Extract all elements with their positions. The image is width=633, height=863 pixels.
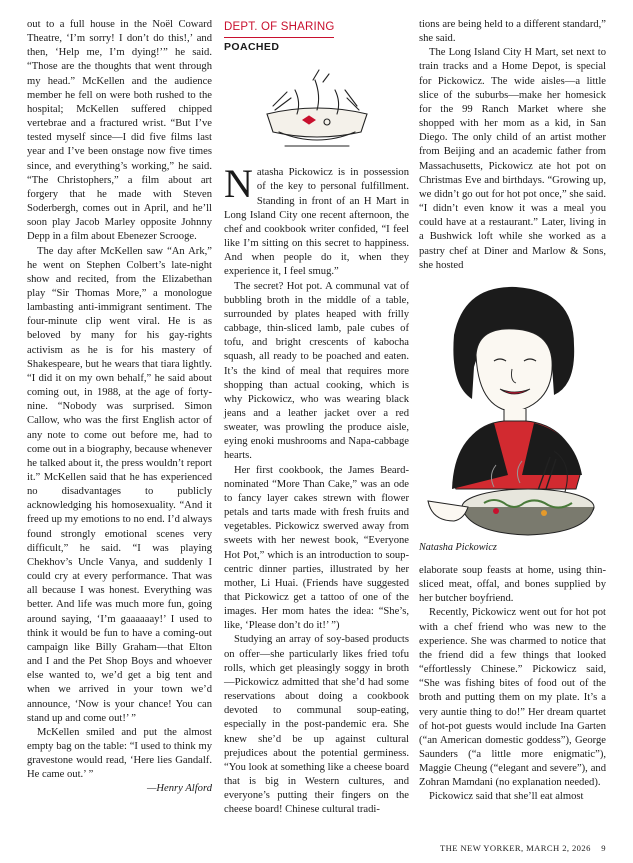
illustration-caption: Natasha Pickowicz [419,541,497,553]
portrait-illustration [424,275,602,537]
body-paragraph: elaborate soup feasts at home, using thin-sliced meat, offal, and bones supplied by her butcher boyfriend. [419,564,606,605]
body-paragraph: Recently, Pickowicz went out for hot pot with a chef friend who was new to the experience. She was charmed to notice that the friend did a few things that looked “effortlessly Chinese.” Pickowicz said, “She was fishing bites of food out of the broth and putting them on my plate. It’s a very auntie thing to do!” Her dream quartet of hot-pot guests would include Ina Garten (“an American domestic goddess”), George Saunders (“a little more enigmatic”), Maggie Cheung (“elegant and severe”), and Zohran Mamdani (no explanation needed). [419,607,606,789]
hot-pot-spot-illustration [257,62,377,158]
body-paragraph: Pickowicz said that she’ll eat almost [429,791,584,803]
author-signature: —Henry Alford [146,783,212,795]
lead-text: atasha Pickowicz is in possession of the key to personal fulfillment. Standing in front of an H Mart in Long Island City one recent afternoon, the chef and cookbook writer confided, “I feel like I’m sitting on this secret to happiness. And when people do it, when they experience it, I feel smug.” [224,167,409,278]
lead-paragraph [224,161,409,279]
body-paragraph: tions are being held to a different standard,” she said. [419,19,606,45]
page-footer [440,843,606,853]
body-paragraph: McKellen smiled and put the almost empty bag on the table: “I used to think my gravestone would read, ‘Here lies Gandalf. He came out.’ ” [27,726,212,781]
department-heading: DEPT. OF SHARING [224,21,335,33]
heading-rule [224,37,334,38]
body-paragraph: out to a full house in the Noël Coward Theatre, ‘I’m sorry! I don’t do this!,’ and then, ‘Help me, I’m dying!’” he said. “Those are the thoughts that went through my head.” McKellen and the audience member he fell on were both rushed to the hospital; McKellen suffered chipped vertebrae and a fractured wrist. “But I’ve tested myself since—I did five films last year and I’ve been onstage now five times since, and everything’s working,” he said. “The Christophers,” a film about art forgery that he made with Steven Soderbergh, comes out in April, and he’ll soon play Jacob Marley opposite Johnny Depp in a film about Ebenezer Scrooge. [27,19,212,243]
body-paragraph: The secret? Hot pot. A communal vat of bubbling broth in the middle of a table, surrounded by plates heaped with frilly cabbage, thin-sliced lamb, pale cubes of tofu, and bright crescents of kabocha squash, all ready to be poached and eaten. It’s the kind of meal that requires more shopping than actual cooking, which is why Pickowicz, who was wearing black jeans and a leather jacket over a red sweater, was prowling the produce aisle, eying enoki mushrooms and Napa-cabbage hearts. [224,280,409,462]
body-paragraph: The Long Island City H Mart, set next to train tracks and a Home Depot, is special for Pickowicz. The wide aisles—a little slice of the suburbs—make her homesick for the 99 Ranch Market where she shopped with her mom as a kid, in San Diego. The only child of an artist mother from Beijing and an academic father from Massachusetts, Pickowicz ate hot pot on Christmas Eve and birthdays. “Growing up, we didn’t go out for hot pot once,” she said. “I didn’t even know it was a meal you could have at a restaurant.” Later, living in a Bushwick loft while she worked as a pastry chef at Diner and Marlow & Sons, she hosted [419,47,606,271]
body-paragraph: Studying an array of soy-based products on offer—she particularly likes fried tofu rolls, which get pleasingly soggy in broth—Pickowicz admitted that she’d had some reservations about doing a cookbook devoted to communal soup-eating, especially in the post-pandemic era. She knew she’d be up against cultural prejudices about the potential germiness. “You look at something like a cheese board that is big in Western cultures, and everyone’s putting their fingers on the cheese board! Chinese cultural tradi- [224,634,409,816]
page-number: 9 [601,843,606,853]
article-kicker: POACHED [224,41,280,54]
column-2 [224,18,409,818]
body-paragraph: The day after McKellen saw “An Ark,” he went on Stephen Colbert’s late-night show and recited, from the Elizabethan play “Sir Thomas More,” a monologue lambasting anti-immigrant sentiment. The four-minute clip went viral. He is as beloved by many for his gay-rights activism as he is for his mastery of Shakespeare, but he wears that tiara lightly. “I did it on my own behalf,” he said about coming out, in 1988, at the age of forty-nine. “Nobody was surprised. Simon Callow, who was the first English actor of any note to come out before me, had to come out in a biography, because whenever he talked about it, the press wouldn’t report it.” McKellen said that he has experienced no disadvantages to publicly acknowledging his homosexuality. “And it freed up my emotions to no end. I’d always found strongly emotional scenes very difficult,” he said. “I was playing Chekhov’s Uncle Vanya, and suddenly I could cry at every performance. That was all because I was honest. Everything was better. And life was much more fun, going around saying, ‘I’m gaaaaaay!’ I used to think it would be fun to have a coming-out campaign like Billy Graham—that Elton and I and the Pet Shop Boys and whoever else wanted to, we’d get a big tent and when we arrived in your town we’d announce, ‘Now is your chance! You can stand up and come out!’ ” [27,245,212,724]
column-3 [419,18,606,805]
publication-line: THE NEW YORKER, MARCH 2, 2026 [440,843,591,853]
body-paragraph: Her first cookbook, the James Beard-nominated “More Than Cake,” was an ode to fancy layer cakes strewn with flower petals and tarts made with fresh fruits and vegetables. Pickowicz swerved away from sweets with her newest book, “Everyone Hot Pot,” which is an introduction to soup-centric dinner parties, illustrated by her mother, Li Huai. (Friends have suggested that Pickowicz get a tattoo of one of the images. Her mom hates the idea: “She’s, like, ‘Please don’t do it!’ ”) [224,464,409,632]
column-1 [27,18,212,797]
drop-cap: N [224,161,253,207]
